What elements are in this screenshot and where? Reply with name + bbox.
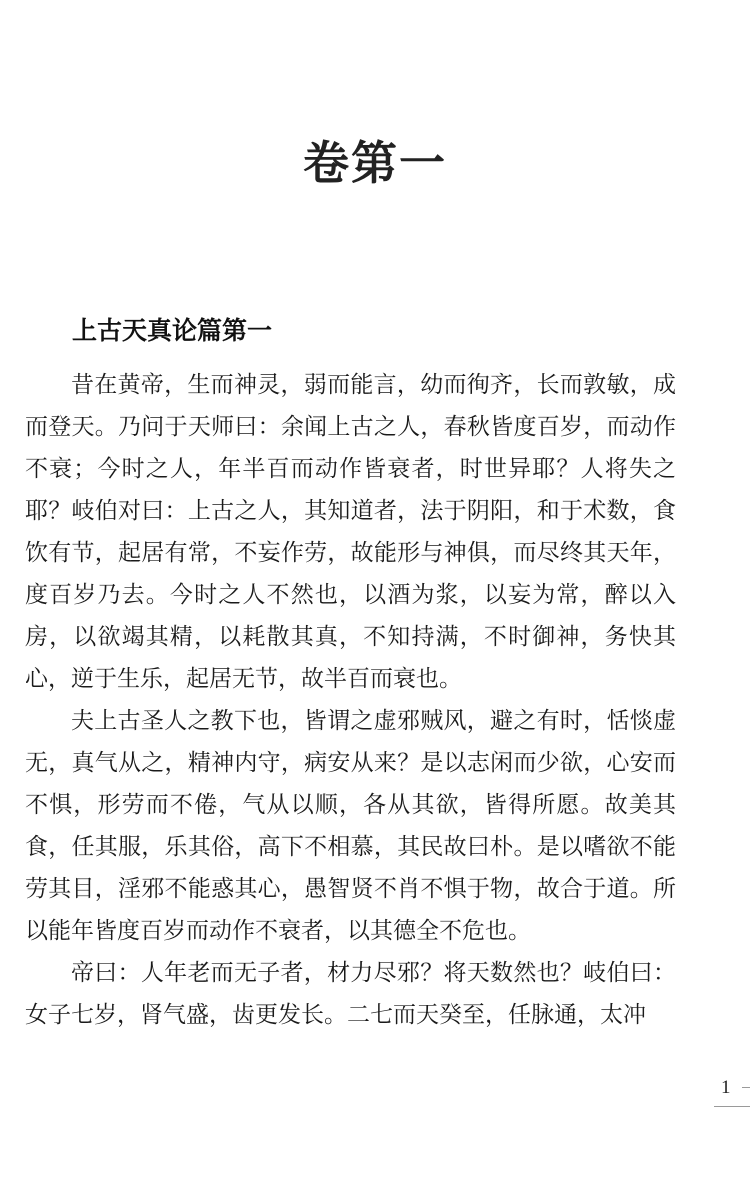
volume-title: 卷第一 [303, 135, 447, 190]
page-marker [714, 1076, 750, 1107]
paragraph-3: 帝曰：人年老而无子者，材力尽邪？将天数然也？岐伯曰：女子七岁，肾气盛，齿更发长。二七而天癸至，任脉通，太冲 [25, 960, 676, 1028]
paragraph-2: 夫上古圣人之教下也，皆谓之虚邪贼风，避之有时，恬惔虚无，真气从之，精神内守，病安从来？是以志闲而少欲，心安而不惧，形劳而不倦，气从以顺，各从其欲，皆得所愿。故美其食，任其服，乐其俗，高下不相慕，其民故曰朴。是以嗜欲不能劳其目，淫邪不能惑其心，愚智贤不肖不惧于物，故合于道。所以能年皆度百岁而动作不衰者，以其德全不危也。 [25, 708, 676, 944]
page-tick-mark [742, 1087, 750, 1088]
body-text [25, 364, 676, 1036]
page-number: 1 [721, 1077, 731, 1098]
paragraph-1: 昔在黄帝，生而神灵，弱而能言，幼而徇齐，长而敦敏，成而登天。乃问于天师曰：余闻上古之人，春秋皆度百岁，而动作不衰；今时之人，年半百而动作皆衰者，时世异耶？人将失之耶？岐伯对曰：上古之人，其知道者，法于阴阳，和于术数，食饮有节，起居有常，不妄作劳，故能形与神俱，而尽终其天年，度百岁乃去。今时之人不然也，以酒为浆，以妄为常，醉以入房，以欲竭其精，以耗散其真，不知持满，不时御神，务快其心，逆于生乐，起居无节，故半百而衰也。 [25, 372, 676, 692]
chapter-title: 上古天真论篇第一 [72, 315, 273, 345]
